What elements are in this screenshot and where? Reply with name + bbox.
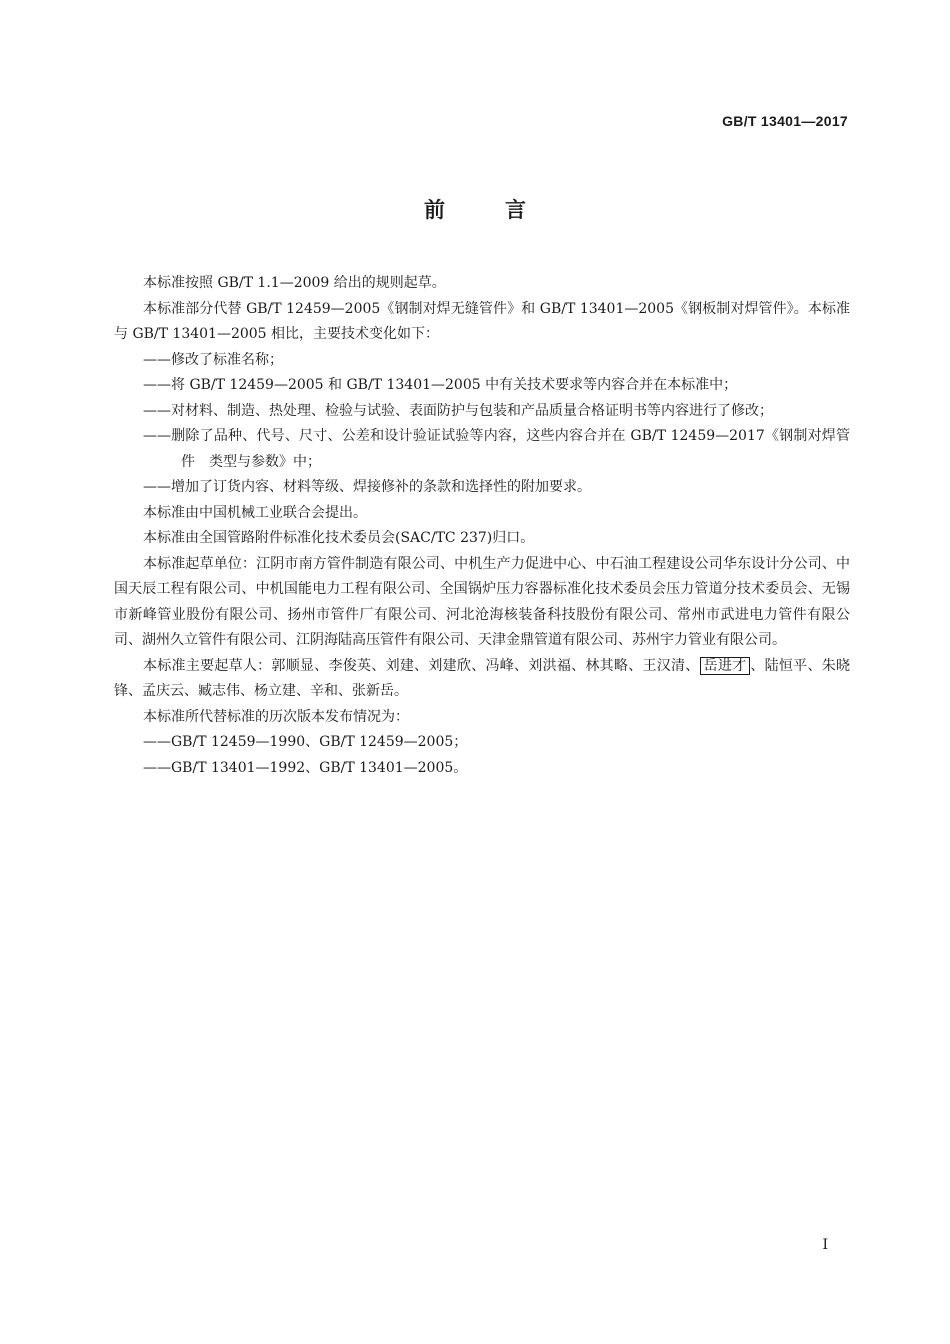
paragraph-history: 本标准所代替标准的历次版本发布情况为： bbox=[143, 708, 409, 725]
paragraph-proposed-by: 本标准由中国机械工业联合会提出。 bbox=[143, 504, 367, 521]
paragraph-drafters bbox=[114, 654, 850, 705]
boxed-name: 岳进才 bbox=[700, 657, 751, 675]
page-title: 前言 bbox=[424, 198, 586, 222]
paragraph-drafting-rules: 本标准按照 GB/T 1.1—2009 给出的规则起草。 bbox=[143, 275, 446, 291]
paragraph-managed-by: 本标准由全国管路附件标准化技术委员会(SAC/TC 237)归口。 bbox=[143, 530, 535, 546]
change-item-4: ——删除了品种、代号、尺寸、公差和设计验证试验等内容，这些内容合并在 GB/T 12459—2017《钢制对焊管件 类型与参数》中； bbox=[143, 428, 850, 470]
paragraph-replaces: 本标准部分代替 GB/T 12459—2005《钢制对焊无缝管件》和 GB/T 13401—2005《钢板制对焊管件》。本标准与 GB/T 13401—2005 相比，主要技术变化如下： bbox=[114, 300, 850, 342]
paragraph-drafting-units: 本标准起草单位：江阴市南方管件制造有限公司、中机生产力促进中心、中石油工程建设公司华东设计分公司、中国天辰工程有限公司、中机国能电力工程有限公司、全国锅炉压力容器标准化技术委员会压力管道分技术委员会、无锡市新峰管业股份有限公司、扬州市管件厂有限公司、河北沧海核装备科技股份有限公司、常州市武进电力管件有限公司、湖州久立管件有限公司、江阴海陆高压管件有限公司、天津金鼎管道有限公司、苏州宇力管业有限公司。 bbox=[114, 555, 850, 648]
history-item-1: ——GB/T 12459—1990、GB/T 12459—2005； bbox=[143, 734, 468, 750]
drafters-text-after: 、陆恒平、朱晓锋、孟庆云、臧志伟、杨立建、辛和、张新岳。 bbox=[114, 657, 850, 699]
change-item-2: ——将 GB/T 12459—2005 和 GB/T 13401—2005 中有关技术要求等内容合并在本标准中； bbox=[143, 377, 738, 393]
history-item-2: ——GB/T 13401—1992、GB/T 13401—2005。 bbox=[143, 759, 468, 776]
change-item-5: ——增加了订货内容、材料等级、焊接修补的条款和选择性的附加要求。 bbox=[143, 479, 591, 495]
page-number: I bbox=[822, 1237, 828, 1253]
change-item-3: ——对材料、制造、热处理、检验与试验、表面防护与包装和产品质量合格证明书等内容进行了修改； bbox=[143, 402, 773, 419]
change-item-1: ——修改了标准名称； bbox=[143, 351, 283, 368]
standard-number-header: GB/T 13401—2017 bbox=[722, 113, 848, 129]
drafters-text-before: 本标准主要起草人：郭顺显、李俊英、刘建、刘建欣、冯峰、刘洪福、林其略、王汉清、 bbox=[143, 657, 700, 674]
foreword-body bbox=[114, 271, 850, 781]
